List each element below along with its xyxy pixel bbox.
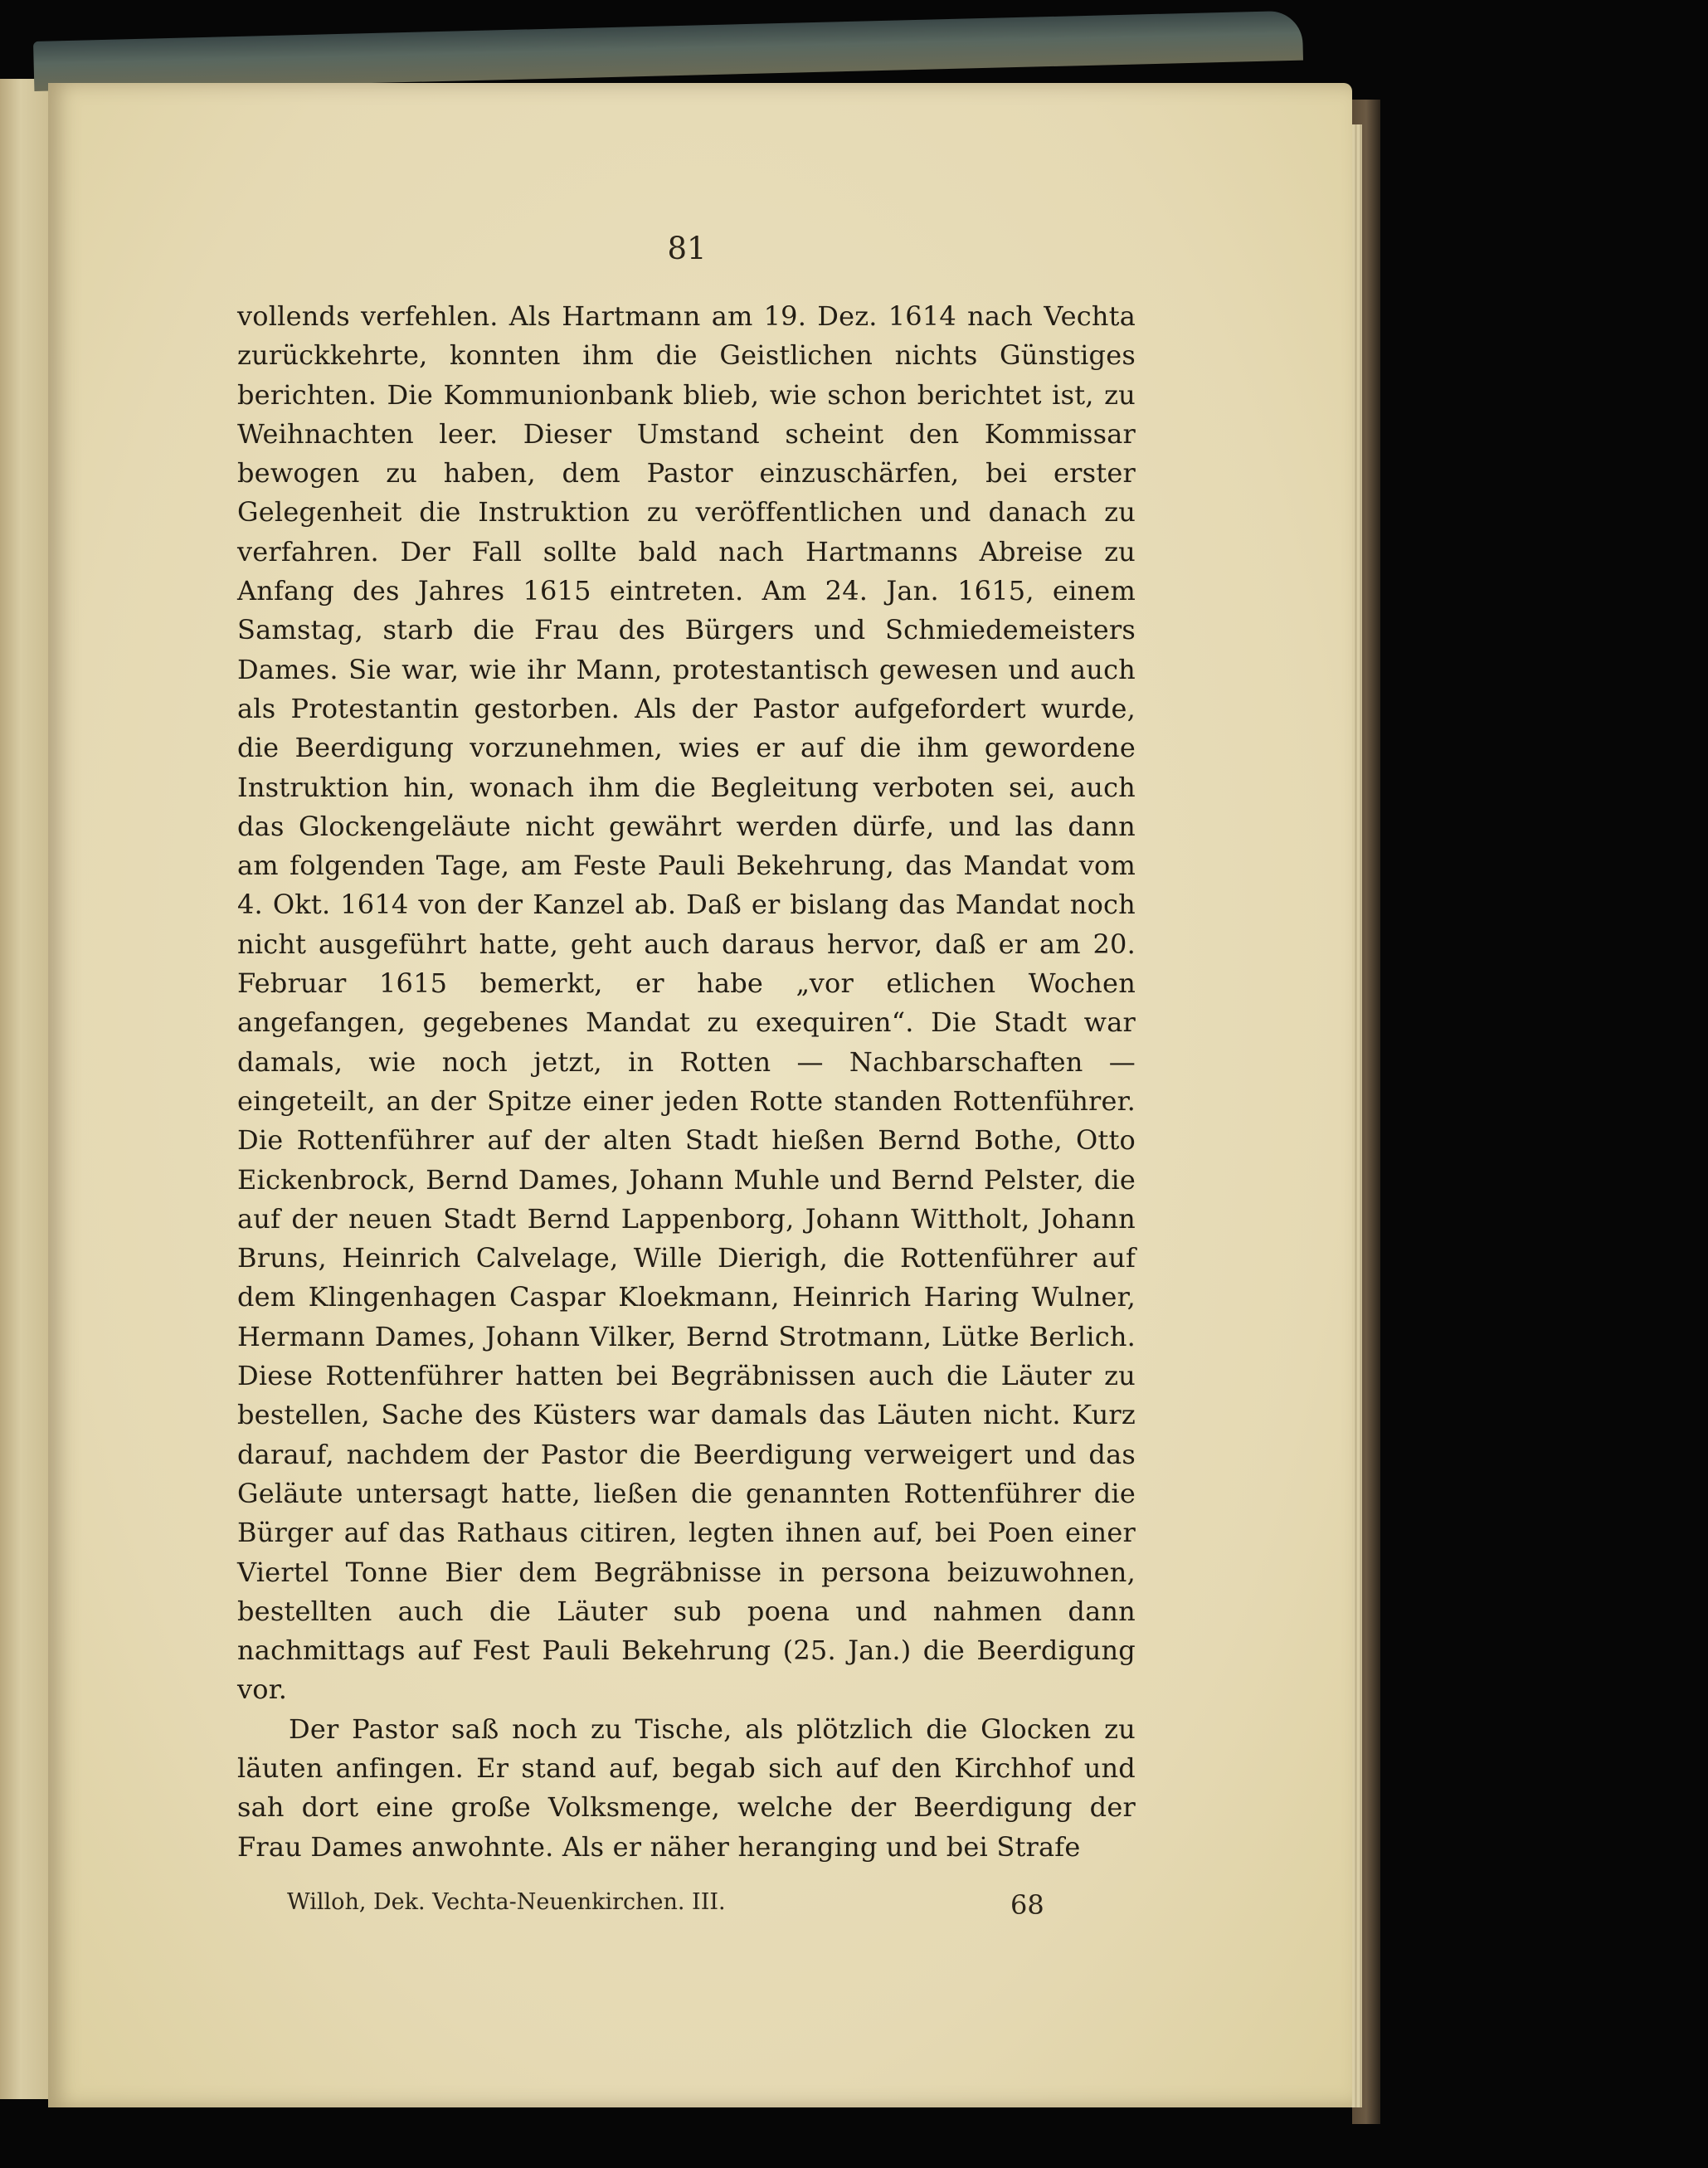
book-cover-top-edge (33, 11, 1303, 91)
paragraph: vollends verfehlen. Als Hartmann am 19. Dez. 1614 nach Vechta zurückkehrte, konnten ihm die Geistlichen nichts Günstiges berichten. Die Kommunionbank blieb, wie schon berichtet ist, zu Weihnachten leer. Dieser Umstand scheint den Kommissar bewogen zu haben, dem Pastor einzuschärfen, bei erster Gelegenheit die Instruktion zu veröffentlichen und danach zu verfahren. Der Fall sollte bald nach Hartmanns Abreise zu Anfang des Jahres 1615 eintreten. Am 24. Jan. 1615, einem Samstag, starb die Frau des Bürgers und Schmiedemeisters Dames. Sie war, wie ihr Mann, protestantisch gewesen und auch als Protestantin gestorben. Als der Pastor aufgefordert wurde, die Beerdigung vorzunehmen, wies er auf die ihm gewordene Instruktion hin, wonach ihm die Begleitung verboten sei, auch das Glockengeläute nicht gewährt werden dürfe, und las dann am folgenden Tage, am Feste Pauli Bekehrung, das Mandat vom 4. Okt. 1614 von der Kanzel ab. Daß er bislang das Mandat noch nicht ausgeführt hatte, geht auch daraus hervor, daß er am 20. Februar 1615 bemerkt, er habe „vor etlichen Wochen angefangen, gegebenes Mandat zu exequiren“. Die Stadt war damals, wie noch jetzt, in Rotten — Nachbarschaften — eingeteilt, an der Spitze einer jeden Rotte standen Rottenführer. Die Rottenführer auf der alten Stadt hießen Bernd Bothe, Otto Eickenbrock, Bernd Dames, Johann Muhle und Bernd Pelster, die auf der neuen Stadt Bernd Lappenborg, Johann Wittholt, Johann Bruns, Heinrich Calvelage, Wille Dierigh, die Rottenführer auf dem Klingenhagen Caspar Kloekmann, Heinrich Haring Wulner, Hermann Dames, Johann Vilker, Bernd Strotmann, Lütke Berlich. Diese Rottenführer hatten bei Begräbnissen auch die Läuter zu bestellen, Sache des Küsters war damals das Läuten nicht. Kurz darauf, nachdem der Pastor die Beerdigung verweigert und das Geläute untersagt hatte, ließen die genannten Rottenführer die Bürger auf das Rathaus citiren, legten ihnen auf, bei Poen einer Viertel Tonne Bier dem Begräbnisse in persona beizuwohnen, bestellten auch die Läuter sub poena und nahmen dann nachmittags auf Fest Pauli Bekehrung (25. Jan.) die Beerdigung vor. (237, 300, 1136, 1706)
body-text (237, 297, 1136, 1867)
signature-line: Willoh, Dek. Vechta-Neuenkirchen. III. (287, 1889, 726, 1915)
signature-number: 68 (1010, 1889, 1044, 1921)
page-number: 81 (667, 231, 707, 266)
facing-page-edge (0, 79, 54, 2099)
paragraph: Der Pastor saß noch zu Tische, als plötzlich die Glocken zu läuten anfingen. Er stand auf, begab sich auf den Kirchhof und sah dort eine große Volksmenge, welche der Beerdigung der Frau Dames anwohnte. Als er näher heranging und bei Strafe (237, 1712, 1136, 1863)
book-page (48, 83, 1352, 2107)
